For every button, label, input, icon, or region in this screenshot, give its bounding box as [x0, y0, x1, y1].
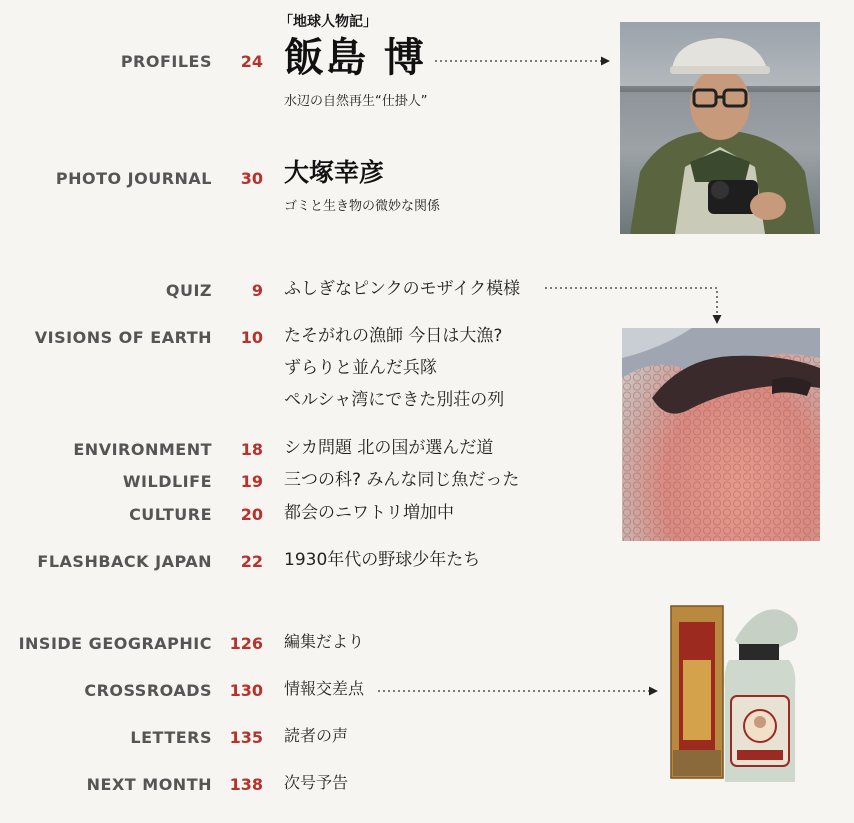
wildlife-title[interactable]: 三つの科? みんな同じ魚だった	[284, 470, 520, 490]
flashback-japan-title[interactable]: 1930年代の野球少年たち	[284, 550, 481, 570]
crossroads-title[interactable]: 情報交差点	[284, 679, 365, 698]
profiles-subtitle: 水辺の自然再生“仕掛人”	[284, 94, 428, 109]
profile-photo[interactable]	[620, 22, 820, 234]
profiles-kicker: 「地球人物記」	[279, 14, 377, 30]
page-number-wildlife[interactable]: 19	[240, 472, 263, 491]
page-number-quiz[interactable]: 9	[251, 281, 263, 300]
visions-line-2[interactable]: ずらりと並んだ兵隊	[284, 358, 437, 378]
profiles-arrow-icon	[435, 54, 610, 68]
page-number-visions-of-earth[interactable]: 10	[240, 328, 263, 347]
section-culture[interactable]: CULTURE	[129, 505, 212, 524]
environment-title[interactable]: シカ問題 北の国が選んだ道	[284, 438, 494, 458]
bottle-illustration	[665, 600, 810, 790]
letters-title[interactable]: 読者の声	[284, 726, 349, 745]
visions-line-1[interactable]: たそがれの漁師 今日は大漁?	[284, 326, 503, 346]
quiz-title[interactable]: ふしぎなピンクのモザイク模様	[284, 279, 521, 299]
section-wildlife[interactable]: WILDLIFE	[122, 472, 212, 491]
section-flashback-japan[interactable]: FLASHBACK JAPAN	[37, 552, 212, 571]
next-month-title[interactable]: 次号予告	[284, 773, 349, 792]
mosaic-illustration	[622, 328, 820, 541]
page-number-environment[interactable]: 18	[240, 440, 263, 459]
inside-geographic-title[interactable]: 編集だより	[284, 632, 365, 651]
page-number-inside-geographic[interactable]: 126	[229, 634, 263, 653]
culture-title[interactable]: 都会のニワトリ増加中	[284, 503, 454, 523]
section-photo-journal[interactable]: PHOTO JOURNAL	[55, 169, 212, 188]
section-environment[interactable]: ENVIRONMENT	[73, 440, 212, 459]
portrait-illustration	[620, 22, 820, 234]
photo-journal-subtitle: ゴミと生き物の微妙な関係	[284, 199, 441, 214]
quiz-arrow-icon	[545, 282, 725, 326]
visions-line-3[interactable]: ペルシャ湾にできた別荘の列	[284, 390, 505, 410]
mosaic-photo[interactable]	[622, 328, 820, 541]
page-number-crossroads[interactable]: 130	[229, 681, 263, 700]
section-quiz[interactable]: QUIZ	[165, 281, 212, 300]
section-profiles[interactable]: PROFILES	[120, 52, 212, 71]
section-letters[interactable]: LETTERS	[130, 728, 212, 747]
page-number-flashback-japan[interactable]: 22	[240, 552, 263, 571]
section-visions-of-earth[interactable]: VISIONS OF EARTH	[34, 328, 212, 347]
bottle-photo[interactable]	[665, 600, 810, 790]
page-number-letters[interactable]: 135	[229, 728, 263, 747]
page-number-culture[interactable]: 20	[240, 505, 263, 524]
page-number-profiles[interactable]: 24	[240, 52, 263, 71]
section-crossroads[interactable]: CROSSROADS	[84, 681, 212, 700]
page-number-next-month[interactable]: 138	[229, 775, 263, 794]
section-next-month[interactable]: NEXT MONTH	[86, 775, 212, 794]
profiles-title[interactable]: 飯島 博	[284, 35, 426, 81]
photo-journal-title[interactable]: 大塚幸彦	[284, 158, 385, 187]
page-number-photo-journal[interactable]: 30	[240, 169, 263, 188]
crossroads-arrow-icon	[378, 684, 658, 698]
section-inside-geographic[interactable]: INSIDE GEOGRAPHIC	[18, 634, 212, 653]
